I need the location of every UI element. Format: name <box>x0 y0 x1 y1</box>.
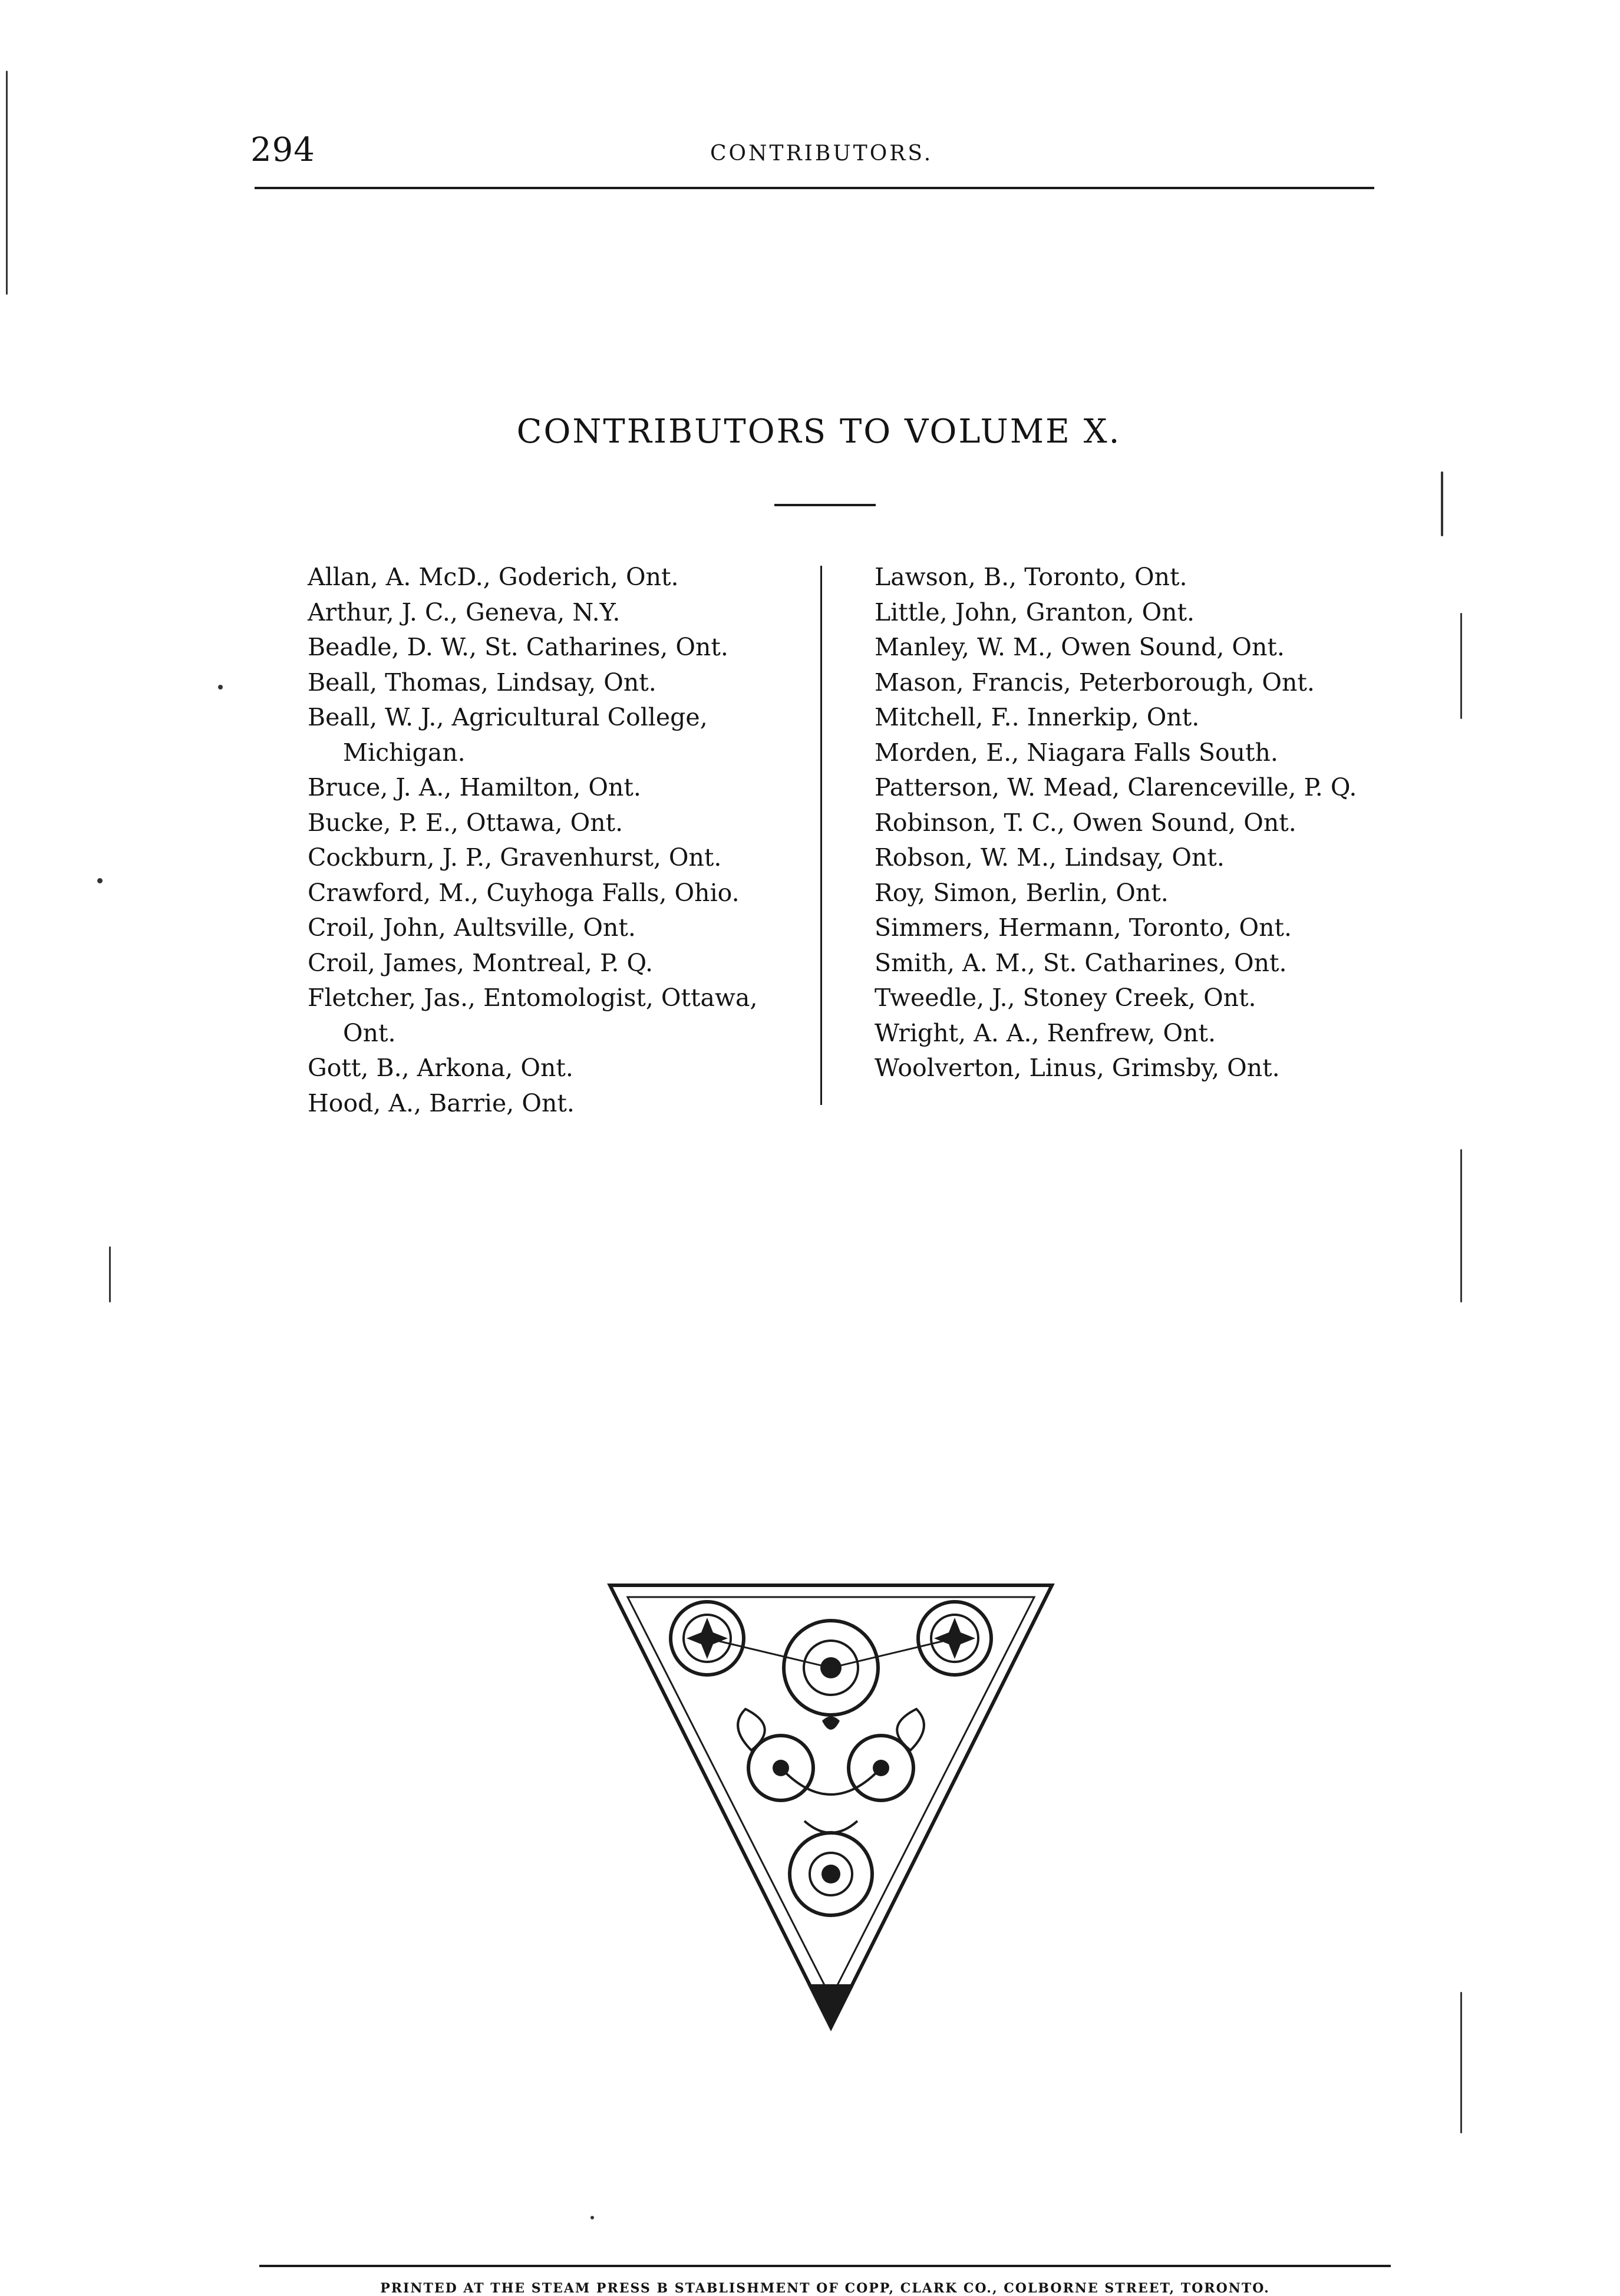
contributor-entry <box>308 1051 758 1086</box>
scan-speck <box>218 685 223 690</box>
scan-speck <box>1460 1992 1462 2133</box>
contributor-line: Little, John, Granton, Ont. <box>875 598 1195 626</box>
contributor-line: Morden, E., Niagara Falls South. <box>875 738 1278 767</box>
contributor-line-continuation: Ont. <box>343 1018 396 1047</box>
contributor-entry <box>308 665 758 701</box>
contributor-entry <box>308 946 758 981</box>
contributor-line: Bruce, J. A., Hamilton, Ont. <box>308 773 641 801</box>
contributor-entry <box>308 595 758 631</box>
footer-rule <box>259 2265 1391 2267</box>
contributor-entry <box>875 595 1357 631</box>
contributor-line: Manley, W. M., Owen Sound, Ont. <box>875 633 1285 661</box>
contributor-line: Beall, W. J., Agricultural College, <box>308 703 708 731</box>
contributor-entry <box>875 665 1357 701</box>
contributor-entry <box>875 560 1357 595</box>
column-divider <box>820 566 822 1105</box>
page-number: 294 <box>250 131 315 169</box>
scan-speck <box>109 1246 111 1302</box>
contributor-line: Croil, James, Montreal, P. Q. <box>308 948 654 977</box>
contributor-entry <box>875 700 1357 735</box>
contributor-entry <box>308 630 758 665</box>
contributor-line: Beadle, D. W., St. Catharines, Ont. <box>308 633 728 661</box>
contributor-line: Gott, B., Arkona, Ont. <box>308 1054 573 1082</box>
contributor-entry <box>875 911 1357 946</box>
scan-speck <box>1460 1149 1462 1302</box>
contributor-entry <box>308 840 758 876</box>
contributor-entry <box>875 981 1357 1016</box>
contributor-line: Hood, A., Barrie, Ont. <box>308 1088 575 1117</box>
contributor-line: Lawson, B., Toronto, Ont. <box>875 563 1187 591</box>
contributor-entry <box>308 981 758 1051</box>
scan-speck <box>590 2216 594 2219</box>
contributors-left-column <box>308 560 758 1121</box>
scan-speck <box>1460 613 1462 719</box>
running-head: CONTRIBUTORS. <box>710 141 933 166</box>
contributor-line: Roy, Simon, Berlin, Ont. <box>875 878 1169 907</box>
contributor-line: Woolverton, Linus, Grimsby, Ont. <box>875 1054 1280 1082</box>
contributor-entry <box>875 806 1357 841</box>
contributor-entry <box>875 735 1357 771</box>
title-rule <box>774 504 876 506</box>
scan-speck <box>6 71 8 295</box>
contributor-line: Croil, John, Aultsville, Ont. <box>308 913 636 942</box>
contributor-entry <box>875 876 1357 911</box>
contributor-entry <box>308 911 758 946</box>
header-rule <box>255 187 1374 189</box>
contributor-line: Mason, Francis, Peterborough, Ont. <box>875 668 1315 697</box>
ornament-tailpiece <box>604 1573 1058 2045</box>
contributor-line: Arthur, J. C., Geneva, N.Y. <box>308 598 621 626</box>
contributor-entry <box>875 1051 1357 1086</box>
contributor-entry <box>308 806 758 841</box>
contributor-entry <box>308 560 758 595</box>
contributor-entry <box>875 840 1357 876</box>
contributor-line: Patterson, W. Mead, Clarenceville, P. Q. <box>875 773 1357 801</box>
contributor-line: Mitchell, F.. Innerkip, Ont. <box>875 703 1200 731</box>
contributor-line: Cockburn, J. P., Gravenhurst, Ont. <box>308 843 722 872</box>
contributor-line: Crawford, M., Cuyhoga Falls, Ohio. <box>308 878 740 907</box>
contributor-entry <box>308 1086 758 1121</box>
contributor-line: Beall, Thomas, Lindsay, Ont. <box>308 668 656 697</box>
scan-speck <box>1441 471 1443 536</box>
contributor-line: Allan, A. McD., Goderich, Ont. <box>308 563 679 591</box>
imprint-line: PRINTED AT THE STEAM PRESS B STABLISHMENT OF COPP, CLARK CO., COLBORNE STREET, TORONTO. <box>380 2281 1270 2296</box>
contributor-entry <box>875 946 1357 981</box>
scan-speck <box>97 878 103 883</box>
contributor-line: Robson, W. M., Lindsay, Ont. <box>875 843 1225 872</box>
contributor-entry <box>308 876 758 911</box>
contributor-line: Bucke, P. E., Ottawa, Ont. <box>308 808 623 837</box>
contributor-entry <box>875 630 1357 665</box>
contributor-line: Simmers, Hermann, Toronto, Ont. <box>875 913 1292 942</box>
contributor-line: Robinson, T. C., Owen Sound, Ont. <box>875 808 1296 837</box>
contributor-line: Smith, A. M., St. Catharines, Ont. <box>875 948 1287 977</box>
contributor-line: Fletcher, Jas., Entomologist, Ottawa, <box>308 984 758 1012</box>
contributor-entry <box>875 1016 1357 1051</box>
contributor-entry <box>308 770 758 806</box>
contributor-line-continuation: Michigan. <box>343 738 466 767</box>
page-title: CONTRIBUTORS TO VOLUME X. <box>516 413 1121 451</box>
contributor-line: Wright, A. A., Renfrew, Ont. <box>875 1018 1216 1047</box>
contributors-right-column <box>875 560 1357 1086</box>
contributor-line: Tweedle, J., Stoney Creek, Ont. <box>875 984 1256 1012</box>
contributor-entry <box>875 770 1357 806</box>
contributor-entry <box>308 700 758 770</box>
